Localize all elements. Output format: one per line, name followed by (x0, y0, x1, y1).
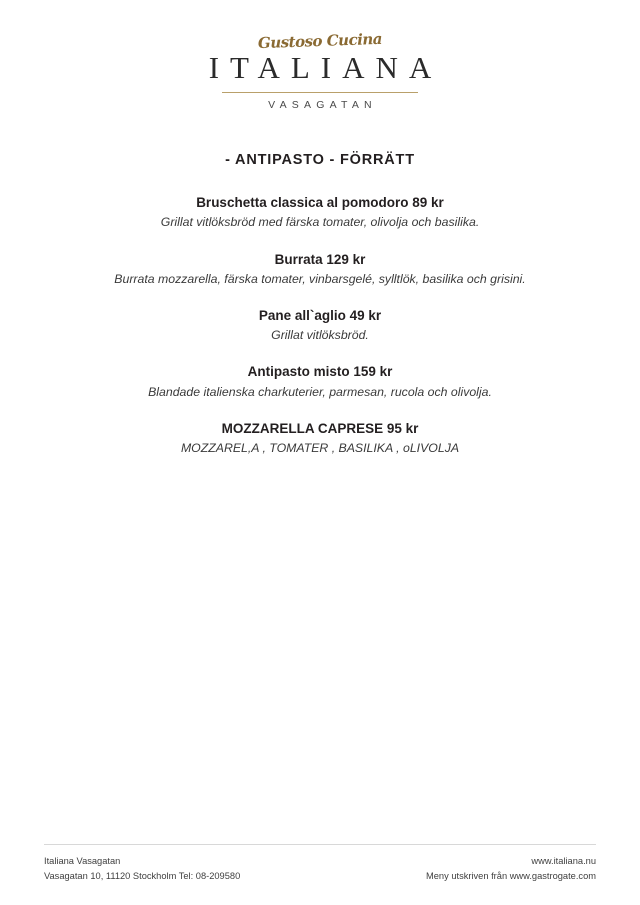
footer-web-info (426, 854, 596, 883)
footer-website[interactable]: www.italiana.nu (531, 856, 596, 867)
menu-item (44, 420, 596, 457)
menu-item-description: Grillat vitlöksbröd. (271, 328, 369, 343)
footer-restaurant-name: Italiana Vasagatan (44, 856, 121, 867)
footer-contact-info (44, 854, 240, 883)
menu-item (44, 194, 596, 231)
logo-location: VASAGATAN (268, 99, 377, 112)
menu-item (44, 307, 596, 344)
menu-item-description: MOZZAREL,A , TOMATER , BASILIKA , oLIVOLJA (180, 441, 460, 455)
menu-item-description: Blandade italienska charkuterier, parmesan, rucola och olivolja. (148, 384, 492, 399)
logo-divider (222, 92, 418, 93)
section-title: - ANTIPASTO - FÖRRÄTT (225, 152, 415, 169)
footer-address: Vasagatan 10, 11120 Stockholm Tel: 08-209580 (44, 870, 241, 881)
footer-divider (44, 844, 596, 845)
menu-item-name: Burrata 129 kr (274, 251, 366, 267)
menu-item-name: MOZZARELLA CAPRESE 95 kr (221, 420, 419, 436)
logo-brand-name: ITALIANA (208, 50, 443, 85)
menu-item-description: Burrata mozzarella, färska tomater, vinbarsgelé, sylltlök, basilika och grisini. (114, 271, 526, 286)
footer-print-source[interactable]: Meny utskriven från www.gastrogate.com (426, 870, 596, 881)
menu-section (0, 152, 640, 457)
menu-item-name: Antipasto misto 159 kr (247, 364, 393, 380)
menu-item (44, 363, 596, 400)
menu-item-name: Bruschetta classica al pomodoro 89 kr (196, 195, 444, 211)
menu-item (44, 251, 596, 288)
restaurant-logo (0, 0, 640, 111)
logo-script-text: Gustoso Cucina (257, 29, 383, 53)
page-footer (0, 844, 640, 883)
menu-item-name: Pane all`aglio 49 kr (258, 307, 382, 323)
menu-item-description: Grillat vitlöksbröd med färska tomater, olivolja och basilika. (160, 215, 480, 230)
